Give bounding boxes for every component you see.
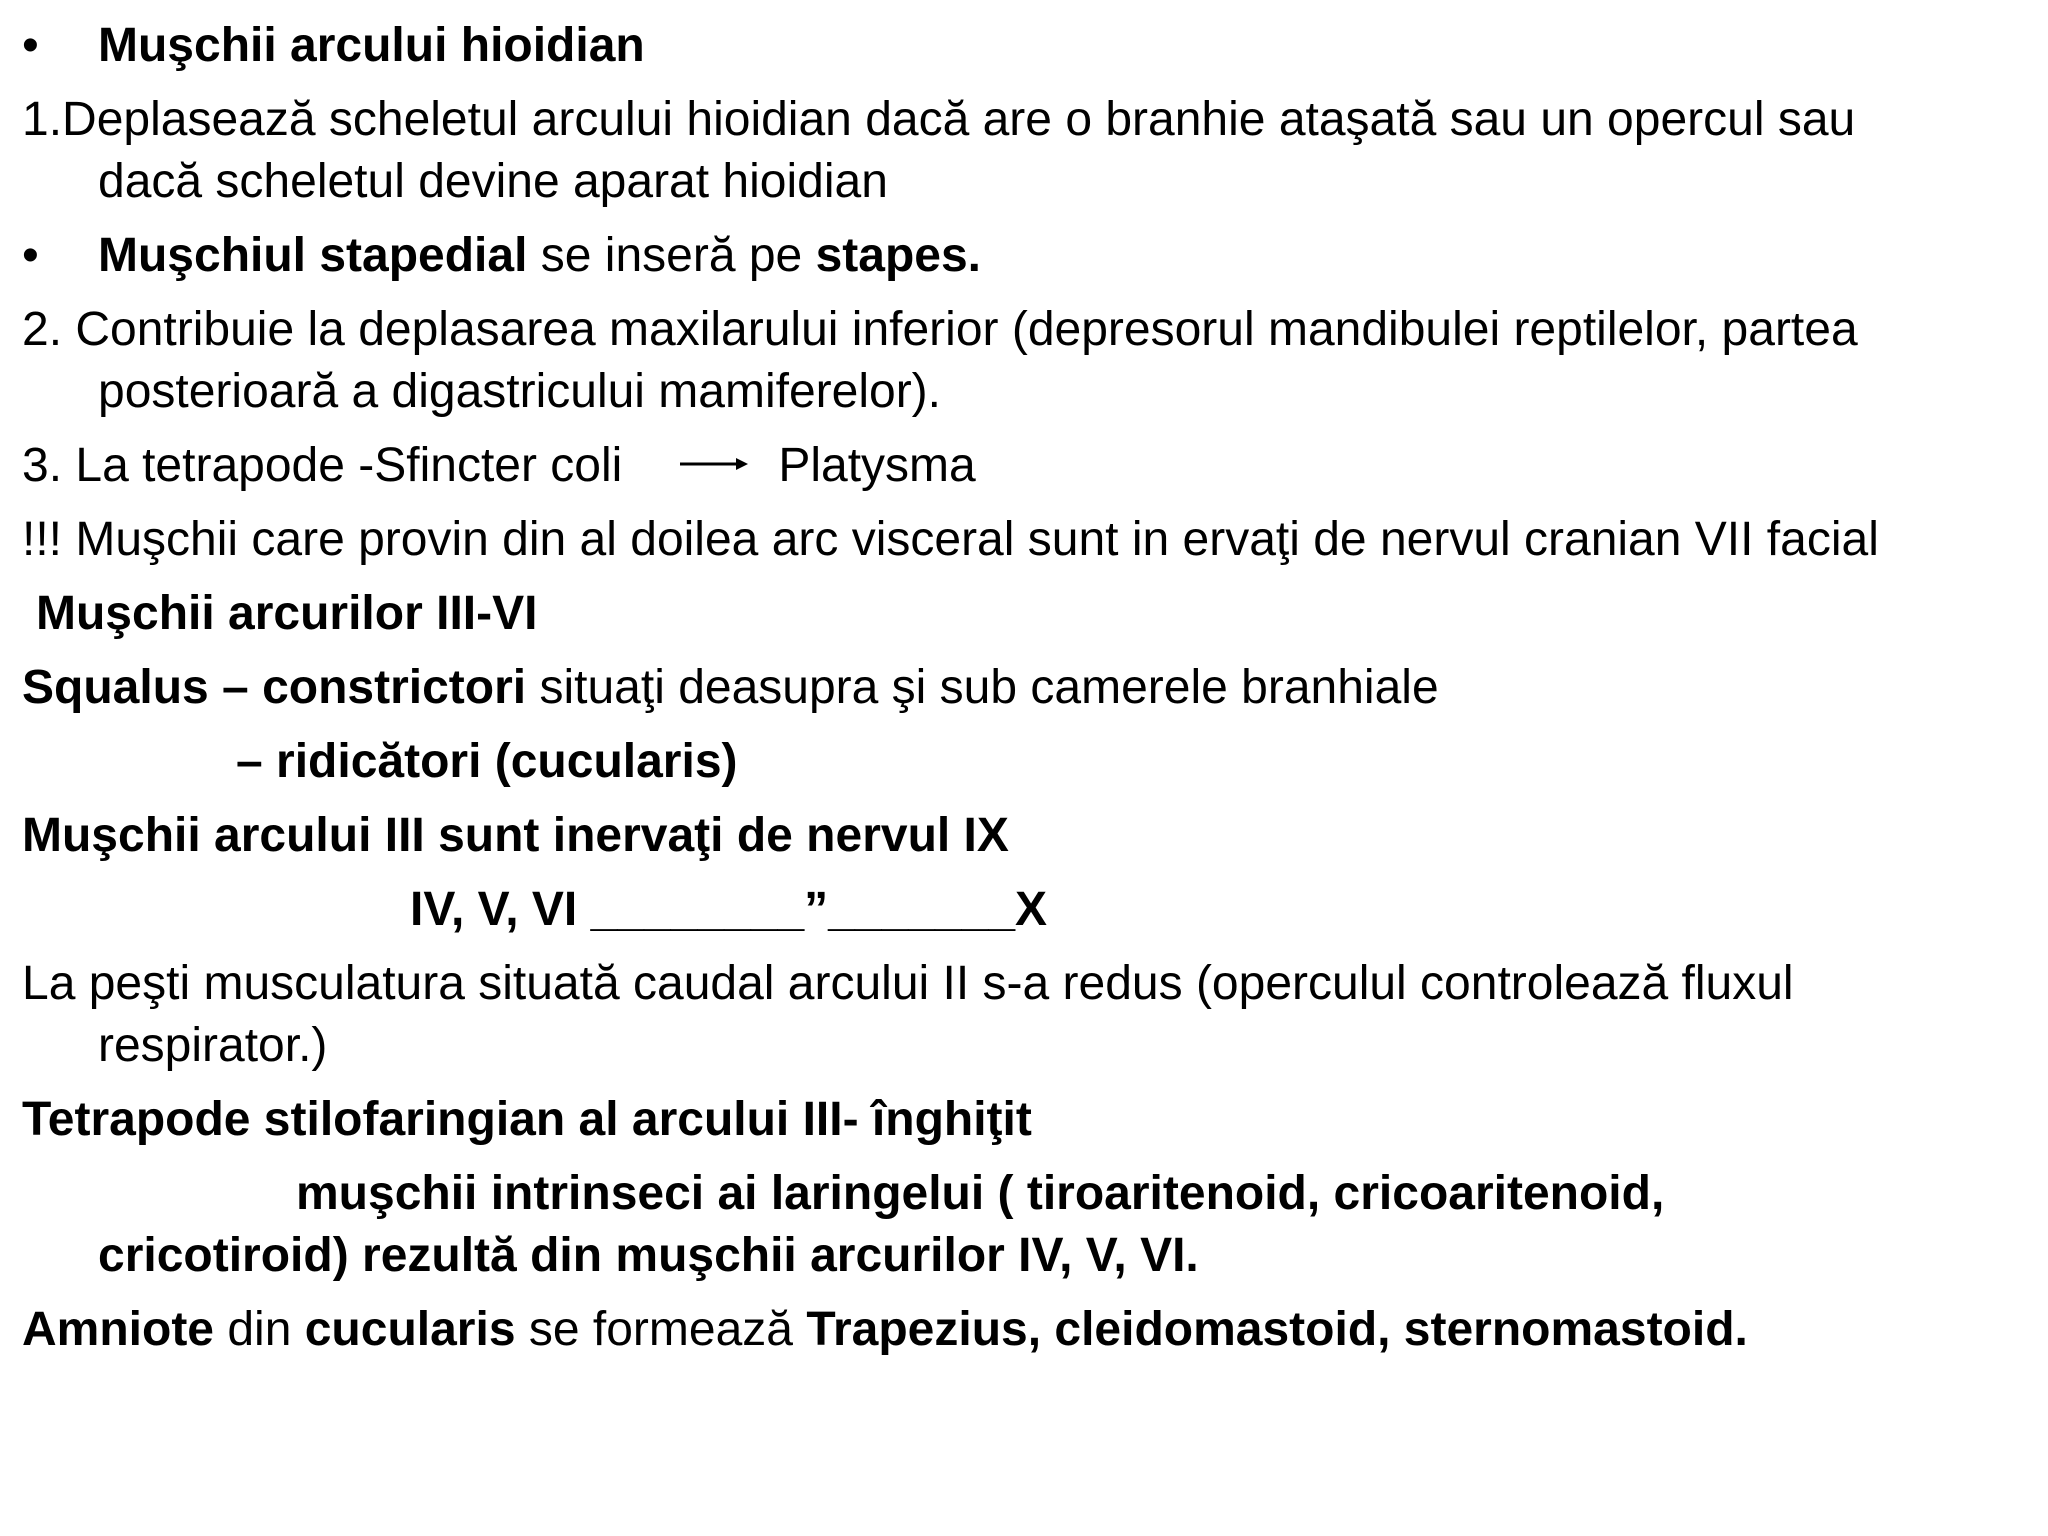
squalus-text: situaţi deasupra şi sub camerele branhiale — [526, 661, 1439, 714]
stapedial-line — [98, 224, 981, 288]
amniote-term: Amniote — [22, 1303, 214, 1356]
right-arrow-icon — [680, 434, 748, 498]
tetrapode-line-2: muşchii intrinseci ai laringelui ( tiroaritenoid, cricoaritenoid, — [296, 1167, 1665, 1220]
squalus-line — [22, 656, 1439, 720]
item-3-text: 3. La tetrapode -Sfincter coli — [22, 439, 623, 492]
squalus-term: Squalus – constrictori — [22, 661, 527, 714]
fish-line-2: respirator.) — [98, 1019, 328, 1072]
stapedial-term: Muşchiul stapedial — [98, 229, 528, 282]
item-1-line-2: dacă scheletul devine aparat hioidian — [98, 155, 888, 208]
amniote-text-1: din — [214, 1303, 305, 1356]
bullet-marker: • — [22, 229, 39, 282]
item-3-result: Platysma — [778, 439, 976, 492]
item-3-line — [22, 434, 976, 498]
amniote-text-2: se formează — [515, 1303, 807, 1356]
tetrapode-line-1: Tetrapode stilofaringian al arcului III- înghiţit — [22, 1093, 1032, 1146]
heading-arcs-muscles: Muşchii arcurilor III-VI — [36, 587, 538, 640]
item-1-line-1: 1.Deplasează scheletul arcului hioidian dacă are o branhie ataşată sau un opercul sau — [22, 93, 1856, 146]
bullet-marker: • — [22, 19, 39, 72]
note-nerve-line: !!! Muşchii care provin din al doilea arc visceral sunt in ervaţi de nervul cranian VII facial — [22, 513, 1879, 566]
item-2-line-2: posterioară a digastricului mamiferelor). — [98, 365, 941, 418]
heading-hyoid-muscles: Muşchii arcului hioidian — [98, 19, 645, 72]
item-2-line-1: 2. Contribuie la deplasarea maxilarului inferior (depresorul mandibulei reptilelor, partea — [22, 303, 1858, 356]
stapes-term: stapes. — [815, 229, 982, 282]
tetrapode-line-3: cricotiroid) rezultă din muşchii arcurilor IV, V, VI. — [98, 1229, 1199, 1282]
squalus-line-2: – ridicători (cucularis) — [236, 735, 738, 788]
fish-line-1: La peşti musculatura situată caudal arcului II s-a redus (operculul controlează fluxul — [22, 957, 1794, 1010]
resulting-muscles: Trapezius, cleidomastoid, sternomastoid. — [806, 1303, 1748, 1356]
cucularis-term: cucularis — [304, 1303, 516, 1356]
amniote-line — [22, 1298, 1748, 1362]
innervation-line-1: Muşchii arcului III sunt inervaţi de nervul IX — [22, 809, 1009, 862]
stapedial-text: se inseră pe — [527, 229, 816, 282]
innervation-line-2: IV, V, VI ________”_______X — [410, 883, 1048, 936]
